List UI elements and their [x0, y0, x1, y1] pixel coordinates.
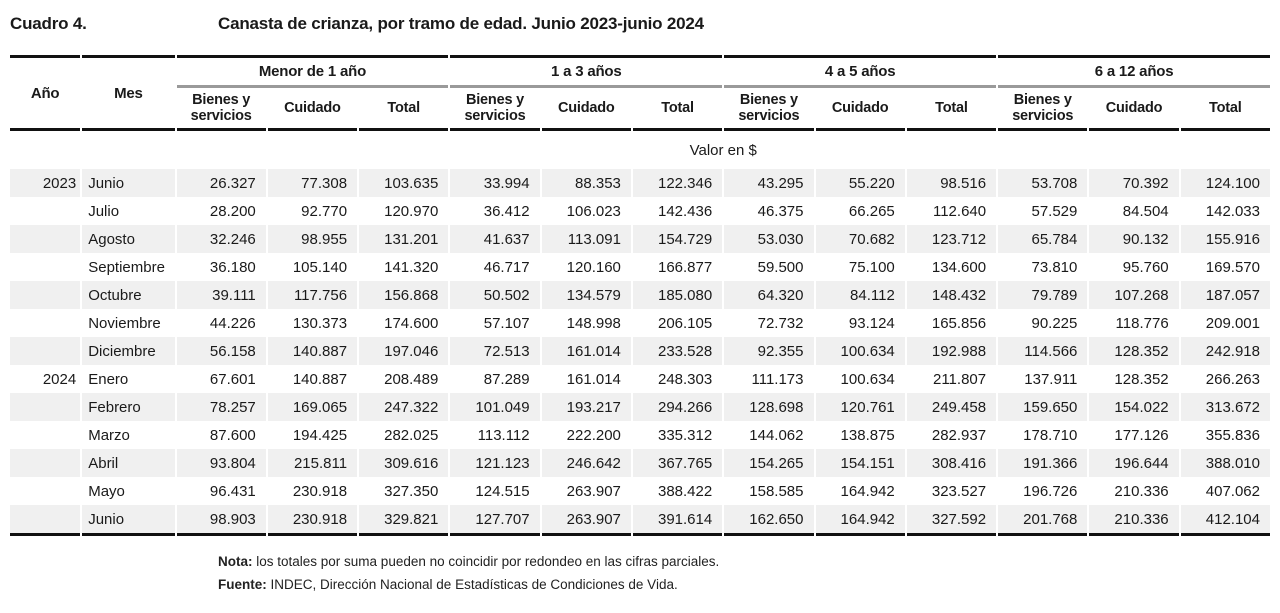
value-cell: 57.529 — [1031, 202, 1078, 220]
value-cell: 92.770 — [301, 202, 348, 220]
value-cell: 122.346 — [633, 169, 722, 197]
sub-header: Total — [359, 88, 448, 131]
sub-header: Cuidado — [268, 88, 357, 131]
value-cell: 210.336 — [1114, 482, 1169, 500]
table-row — [10, 253, 1270, 281]
sub-header: Cuidado — [542, 88, 631, 131]
value-cell: 106.023 — [566, 202, 621, 220]
value-cell: 164.942 — [840, 482, 895, 500]
group-header-2: 1 a 3 años — [450, 55, 722, 88]
year-cell: 2023 — [10, 169, 80, 197]
value-cell: 246.642 — [542, 449, 631, 477]
month-cell: Junio — [82, 169, 174, 197]
value-cell: 158.585 — [749, 482, 804, 500]
table-row — [10, 169, 1270, 197]
value-cell: 96.431 — [209, 482, 256, 500]
month-cell: Noviembre — [88, 314, 161, 332]
value-cell: 388.010 — [1181, 449, 1270, 477]
value-cell: 36.180 — [209, 258, 256, 276]
value-cell: 196.726 — [1023, 482, 1078, 500]
value-cell: 118.776 — [1115, 314, 1169, 332]
value-cell: 154.151 — [816, 449, 905, 477]
value-cell: 26.327 — [177, 169, 266, 197]
table-caption: Canasta de crianza, por tramo de edad. Junio 2023-junio 2024 — [218, 14, 704, 33]
value-cell: 263.907 — [566, 482, 621, 500]
value-cell: 87.289 — [483, 370, 530, 388]
year-cell — [10, 337, 80, 365]
fuente-label: Fuente: — [218, 577, 267, 593]
value-cell: 113.112 — [477, 426, 530, 444]
value-cell: 407.062 — [1205, 482, 1260, 500]
sub-header: Cuidado — [1089, 88, 1178, 131]
value-cell: 65.784 — [998, 225, 1087, 253]
fuente-line — [218, 575, 1280, 595]
value-cell: 90.132 — [1089, 225, 1178, 253]
value-cell: 53.030 — [724, 225, 813, 253]
value-cell: 208.489 — [384, 370, 439, 388]
table-body — [10, 131, 1270, 536]
value-cell: 78.257 — [177, 393, 266, 421]
value-cell: 128.698 — [724, 393, 813, 421]
unit-label: Valor en $ — [689, 141, 757, 159]
table-notes — [218, 552, 1280, 596]
value-cell: 412.104 — [1181, 505, 1270, 536]
table-row — [10, 365, 1270, 393]
value-cell: 154.729 — [633, 225, 722, 253]
year-cell — [10, 505, 80, 536]
value-cell: 282.025 — [384, 426, 439, 444]
group-header-row — [10, 55, 1270, 88]
month-cell: Junio — [82, 505, 174, 536]
value-cell: 211.807 — [932, 370, 987, 388]
value-cell: 84.504 — [1122, 202, 1169, 220]
month-cell: Agosto — [82, 225, 174, 253]
value-cell: 137.911 — [1024, 370, 1078, 388]
value-cell: 120.160 — [566, 258, 621, 276]
value-cell: 72.513 — [450, 337, 539, 365]
value-cell: 263.907 — [542, 505, 631, 536]
value-cell: 329.821 — [359, 505, 448, 536]
value-cell: 282.937 — [931, 426, 987, 444]
value-cell: 177.126 — [1114, 426, 1169, 444]
table-row — [10, 505, 1270, 536]
value-cell: 79.789 — [998, 281, 1087, 309]
value-cell: 113.091 — [542, 225, 631, 253]
value-cell: 44.226 — [209, 314, 256, 332]
table-row — [10, 197, 1270, 225]
value-cell: 46.717 — [483, 258, 530, 276]
value-cell: 46.375 — [757, 202, 804, 220]
value-cell: 391.614 — [633, 505, 722, 536]
month-cell: Octubre — [82, 281, 174, 309]
value-cell: 367.765 — [633, 449, 722, 477]
value-cell: 138.875 — [840, 426, 895, 444]
value-cell: 154.022 — [1089, 393, 1178, 421]
value-cell: 121.123 — [450, 449, 539, 477]
value-cell: 142.436 — [657, 202, 713, 220]
sub-header: Total — [907, 88, 996, 131]
value-cell: 248.303 — [657, 370, 713, 388]
value-cell: 84.112 — [816, 281, 905, 309]
value-cell: 98.903 — [177, 505, 266, 536]
year-cell — [10, 421, 80, 449]
month-cell: Septiembre — [88, 258, 165, 276]
year-cell — [10, 449, 80, 477]
value-cell: 98.955 — [268, 225, 357, 253]
col-header-mes: Mes — [82, 55, 174, 131]
group-header-1: Menor de 1 año — [177, 55, 449, 88]
value-cell: 120.970 — [384, 202, 439, 220]
table-title-row — [0, 0, 1280, 34]
col-header-anio: Año — [10, 55, 80, 131]
value-cell: 164.942 — [816, 505, 905, 536]
year-cell — [10, 309, 80, 337]
value-cell: 178.710 — [1023, 426, 1078, 444]
value-cell: 130.373 — [292, 314, 348, 332]
value-cell: 388.422 — [657, 482, 713, 500]
value-cell: 107.268 — [1089, 281, 1178, 309]
value-cell: 156.868 — [359, 281, 448, 309]
group-header-3: 4 a 5 años — [724, 55, 996, 88]
value-cell: 140.887 — [268, 337, 357, 365]
fuente-text: INDEC, Dirección Nacional de Estadísticas de Condiciones de Vida. — [266, 577, 678, 593]
value-cell: 185.080 — [633, 281, 722, 309]
nota-text: los totales por suma pueden no coincidir por redondeo en las cifras parciales. — [252, 554, 720, 569]
sub-header: Total — [1181, 88, 1270, 131]
value-cell: 75.100 — [848, 258, 895, 276]
value-cell: 169.065 — [268, 393, 357, 421]
value-cell: 148.998 — [566, 314, 621, 332]
value-cell: 100.634 — [840, 370, 895, 388]
value-cell: 161.014 — [542, 337, 631, 365]
year-cell — [10, 225, 80, 253]
value-cell: 66.265 — [848, 202, 895, 220]
value-cell: 308.416 — [907, 449, 996, 477]
value-cell: 196.644 — [1089, 449, 1178, 477]
value-cell: 100.634 — [816, 337, 905, 365]
value-cell: 323.527 — [931, 482, 987, 500]
value-cell: 95.760 — [1122, 258, 1169, 276]
value-cell: 154.265 — [724, 449, 813, 477]
value-cell: 105.140 — [292, 258, 348, 276]
value-cell: 134.600 — [931, 258, 987, 276]
month-cell: Mayo — [88, 482, 125, 500]
value-cell: 192.988 — [907, 337, 996, 365]
sub-header: Bienes y servicios — [450, 88, 539, 131]
sub-header: Cuidado — [816, 88, 905, 131]
sub-header: Total — [633, 88, 722, 131]
table-row — [10, 449, 1270, 477]
canasta-crianza-table — [8, 55, 1272, 536]
value-cell: 206.105 — [657, 314, 713, 332]
value-cell: 33.994 — [450, 169, 539, 197]
value-cell: 201.768 — [998, 505, 1087, 536]
value-cell: 88.353 — [542, 169, 631, 197]
value-cell: 87.600 — [209, 426, 256, 444]
value-cell: 230.918 — [268, 505, 357, 536]
value-cell: 111.173 — [751, 370, 804, 388]
year-cell — [10, 253, 80, 281]
value-cell: 128.352 — [1114, 370, 1169, 388]
value-cell: 294.266 — [633, 393, 722, 421]
value-cell: 55.220 — [816, 169, 905, 197]
value-cell: 140.887 — [292, 370, 348, 388]
value-cell: 165.856 — [931, 314, 987, 332]
value-cell: 159.650 — [998, 393, 1087, 421]
value-cell: 41.637 — [450, 225, 539, 253]
value-cell: 36.412 — [483, 202, 530, 220]
year-cell — [10, 281, 80, 309]
sub-header: Bienes y servicios — [998, 88, 1087, 131]
value-cell: 59.500 — [757, 258, 804, 276]
value-cell: 43.295 — [724, 169, 813, 197]
table-row — [10, 393, 1270, 421]
value-cell: 39.111 — [177, 281, 266, 309]
month-cell: Febrero — [82, 393, 174, 421]
month-cell: Abril — [82, 449, 174, 477]
value-cell: 247.322 — [359, 393, 448, 421]
value-cell: 32.246 — [177, 225, 266, 253]
value-cell: 144.062 — [749, 426, 804, 444]
value-cell: 70.392 — [1089, 169, 1178, 197]
year-cell — [10, 197, 80, 225]
nota-line — [218, 552, 1280, 572]
group-header-4: 6 a 12 años — [998, 55, 1270, 88]
table-row — [10, 337, 1270, 365]
value-cell: 242.918 — [1181, 337, 1270, 365]
value-cell: 155.916 — [1181, 225, 1270, 253]
value-cell: 249.458 — [907, 393, 996, 421]
table-row — [10, 281, 1270, 309]
value-cell: 209.001 — [1205, 314, 1260, 332]
month-cell: Marzo — [88, 426, 130, 444]
value-cell: 57.107 — [483, 314, 530, 332]
table-number: Cuadro 4. — [10, 14, 87, 33]
value-cell: 98.516 — [907, 169, 996, 197]
value-cell: 166.877 — [657, 258, 713, 276]
value-cell: 194.425 — [292, 426, 348, 444]
sub-header: Bienes y servicios — [724, 88, 813, 131]
value-cell: 148.432 — [907, 281, 996, 309]
value-cell: 93.124 — [848, 314, 895, 332]
table-header — [10, 55, 1270, 131]
value-cell: 77.308 — [268, 169, 357, 197]
month-cell: Julio — [88, 202, 120, 220]
value-cell: 313.672 — [1181, 393, 1270, 421]
value-cell: 67.601 — [209, 370, 256, 388]
value-cell: 50.502 — [450, 281, 539, 309]
year-cell — [10, 393, 80, 421]
value-cell: 327.350 — [384, 482, 439, 500]
value-cell: 222.200 — [566, 426, 621, 444]
year-cell — [10, 477, 80, 505]
value-cell: 161.014 — [566, 370, 621, 388]
value-cell: 101.049 — [450, 393, 539, 421]
value-cell: 266.263 — [1205, 370, 1260, 388]
value-cell: 73.810 — [1031, 258, 1078, 276]
value-cell: 112.640 — [932, 202, 987, 220]
value-cell: 215.811 — [268, 449, 357, 477]
sub-header-row — [10, 88, 1270, 131]
value-cell: 327.592 — [907, 505, 996, 536]
table-row — [10, 309, 1270, 337]
table-row — [10, 421, 1270, 449]
value-cell: 197.046 — [359, 337, 448, 365]
value-cell: 124.100 — [1181, 169, 1270, 197]
value-cell: 128.352 — [1089, 337, 1178, 365]
value-cell: 120.761 — [816, 393, 905, 421]
value-cell: 230.918 — [292, 482, 348, 500]
value-cell: 70.682 — [816, 225, 905, 253]
value-cell: 72.732 — [757, 314, 804, 332]
value-cell: 53.708 — [998, 169, 1087, 197]
year-cell: 2024 — [42, 370, 77, 388]
value-cell: 127.707 — [450, 505, 539, 536]
nota-label: Nota: — [218, 554, 253, 569]
value-cell: 187.057 — [1181, 281, 1270, 309]
value-cell: 193.217 — [542, 393, 631, 421]
value-cell: 90.225 — [1031, 314, 1078, 332]
value-cell: 103.635 — [359, 169, 448, 197]
value-cell: 233.528 — [633, 337, 722, 365]
value-cell: 56.158 — [177, 337, 266, 365]
table-row — [10, 477, 1270, 505]
unit-row-spacer — [10, 131, 175, 169]
value-cell: 355.836 — [1205, 426, 1260, 444]
value-cell: 64.320 — [724, 281, 813, 309]
value-cell: 124.515 — [475, 482, 530, 500]
value-cell: 28.200 — [209, 202, 256, 220]
unit-row — [10, 131, 1270, 169]
sub-header: Bienes y servicios — [177, 88, 266, 131]
value-cell: 141.320 — [384, 258, 439, 276]
value-cell: 309.616 — [359, 449, 448, 477]
value-cell: 123.712 — [907, 225, 996, 253]
month-cell: Enero — [88, 370, 129, 388]
value-cell: 114.566 — [998, 337, 1087, 365]
value-cell: 131.201 — [359, 225, 448, 253]
value-cell: 191.366 — [998, 449, 1087, 477]
value-cell: 93.804 — [177, 449, 266, 477]
value-cell: 117.756 — [268, 281, 357, 309]
value-cell: 169.570 — [1205, 258, 1260, 276]
value-cell: 210.336 — [1089, 505, 1178, 536]
value-cell: 174.600 — [384, 314, 439, 332]
value-cell: 162.650 — [724, 505, 813, 536]
value-cell: 335.312 — [657, 426, 713, 444]
value-cell: 142.033 — [1205, 202, 1260, 220]
month-cell: Diciembre — [82, 337, 174, 365]
value-cell: 92.355 — [724, 337, 813, 365]
table-row — [10, 225, 1270, 253]
value-cell: 134.579 — [542, 281, 631, 309]
